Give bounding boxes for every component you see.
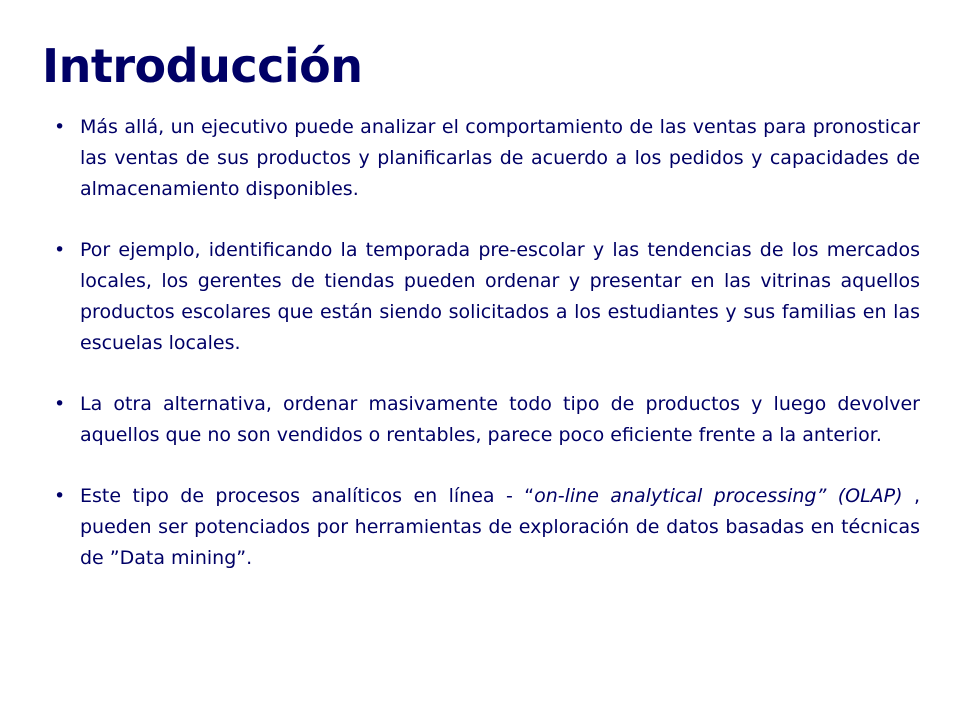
bullet-text-part-2: , pueden ser potenciados por herramientas de exploración de datos basadas en técnicas de ”Data mining”. bbox=[80, 485, 920, 569]
slide-title: Introducción bbox=[42, 39, 363, 93]
bullet-marker: • bbox=[54, 485, 66, 507]
bullet-marker: • bbox=[54, 116, 66, 138]
bullet-item-3 bbox=[54, 389, 920, 451]
bullet-list bbox=[54, 112, 920, 574]
bullet-text bbox=[80, 481, 920, 574]
bullet-item-4 bbox=[54, 481, 920, 574]
bullet-text: Por ejemplo, identificando la temporada pre-escolar y las tendencias de los mercados locales, los gerentes de tiendas pueden ordenar y presentar en las vitrinas aquellos productos escolares que están siendo solicitados a los estudiantes y sus familias en las escuelas locales. bbox=[80, 239, 920, 354]
bullet-item-2 bbox=[54, 235, 920, 359]
bullet-marker: • bbox=[54, 239, 66, 261]
bullet-text-italic: on-line analytical processing” (OLAP) bbox=[534, 485, 903, 507]
bullet-item-1 bbox=[54, 112, 920, 205]
bullet-text: Más allá, un ejecutivo puede analizar el comportamiento de las ventas para pronosticar las ventas de sus productos y planificarlas de acuerdo a los pedidos y capacidades de almacenamiento disponibles. bbox=[80, 116, 920, 200]
bullet-text-part-1: Este tipo de procesos analíticos en línea - “ bbox=[80, 485, 535, 507]
bullet-marker: • bbox=[54, 393, 66, 415]
bullet-text: La otra alternativa, ordenar masivamente todo tipo de productos y luego devolver aquellos que no son vendidos o rentables, parece poco eficiente frente a la anterior. bbox=[80, 393, 920, 446]
